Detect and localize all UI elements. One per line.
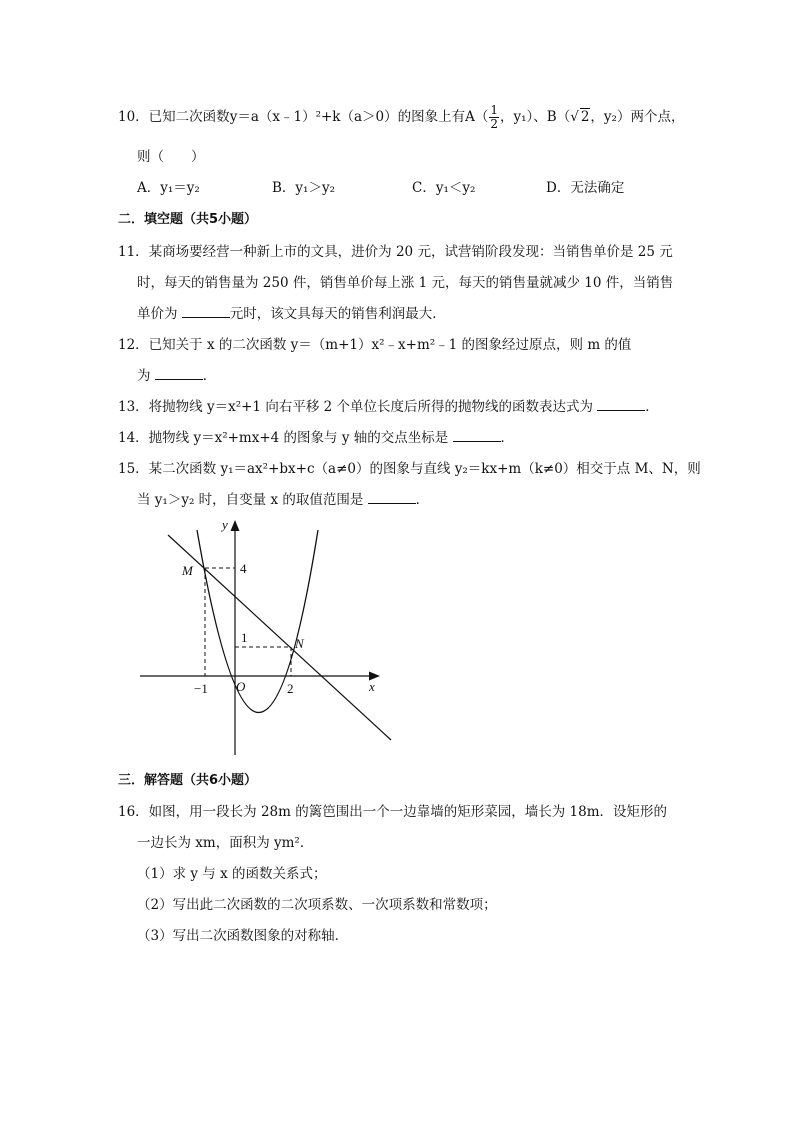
fraction-numerator: 1 — [490, 103, 498, 117]
tick-label-x-neg1: −1 — [194, 681, 208, 696]
q13-line — [118, 395, 659, 415]
q16-line1: 16．如图，用一段长为 28m 的篱笆围出一个一边靠墙的矩形菜园，墙长为 18m．设矩形的 — [118, 804, 668, 820]
q15-line2 — [137, 488, 429, 508]
answer-blank[interactable] — [155, 367, 203, 380]
q10-mid: 的图象上有 — [397, 109, 466, 125]
q15-line1: 15．某二次函数 y₁＝ax²+bx+c（a≠0）的图象与直线 y₂＝kx+m（k≠0）相交于点 M、N，则 — [118, 461, 701, 477]
q11-line3 — [137, 302, 446, 322]
label-point-n: N — [295, 636, 304, 651]
y-axis-arrow — [231, 520, 240, 531]
q10-point-a-post: ，y₁）、B（ — [500, 109, 571, 125]
q12-line2-pre: 为 — [137, 368, 155, 384]
q12-line2-post: ． — [202, 368, 217, 384]
q14-post: ． — [500, 430, 515, 446]
q11-line3-pre: 单价为 — [137, 306, 182, 322]
q12-line1: 12．已知关于 x 的二次函数 y＝（m+1）x²﹣x+m²﹣1 的图象经过原点，则 m 的值 — [118, 337, 632, 353]
tick-label-y-1: 1 — [241, 630, 248, 645]
line-y2 — [168, 535, 391, 740]
section-fill-blank-title: 二．填空题（共5小题） — [118, 212, 258, 227]
q10-line2: 则（ ） — [137, 149, 205, 165]
q10-line1 — [118, 104, 684, 131]
q16-line2: 一边长为 xm，面积为 ym²． — [137, 835, 314, 851]
tick-label-y-4: 4 — [240, 561, 247, 576]
label-axis-y: y — [222, 517, 228, 532]
q11-line3-post: 元时，该文具每天的销售利润最大． — [229, 306, 446, 322]
q15-line2-pre: 当 y₁＞y₂ 时，自变量 x 的取值范围是 — [137, 492, 368, 508]
q10-option-d: D．无法确定 — [546, 180, 625, 196]
q12-line2 — [137, 364, 216, 384]
q10-prefix: 10．已知二次函数 — [118, 109, 230, 125]
tick-label-x-2: 2 — [287, 681, 294, 696]
q16-sub3: （3）写出二次函数图象的对称轴． — [137, 928, 349, 944]
function-graph-figure — [140, 515, 396, 760]
answer-blank[interactable] — [453, 429, 501, 442]
q10-option-a: A．y₁＝y₂ — [137, 180, 200, 196]
q10-point-b-post: ，y₂）两个点， — [590, 109, 685, 125]
q14-line — [118, 426, 514, 446]
q15-line2-post: ． — [415, 492, 430, 508]
section-answer-title: 三．解答题（共6小题） — [118, 773, 258, 788]
q16-sub1: （1）求 y 与 x 的函数关系式； — [137, 866, 327, 882]
q11-line2: 时，每天的销售量为 250 件，销售单价每上涨 1 元，每天的销售量就减少 10 件，当销售 — [137, 275, 674, 291]
q10-formula: y＝a（x﹣1）²+k（a＞0） — [229, 109, 398, 125]
fraction — [489, 104, 499, 131]
q13-post: ． — [645, 399, 659, 415]
answer-blank[interactable] — [368, 491, 416, 504]
q10-point-a-pre: A（ — [465, 109, 489, 125]
q10-option-b: B．y₁＞y₂ — [272, 180, 335, 196]
sqrt-argument: 2 — [580, 109, 590, 125]
answer-blank[interactable] — [182, 305, 230, 318]
label-axis-x: x — [369, 679, 375, 694]
q11-line1: 11．某商场要经营一种新上市的文具，进价为 20 元，试营销阶段发现：当销售单价是 25 元 — [118, 244, 673, 260]
answer-blank[interactable] — [597, 398, 645, 411]
fraction-denominator: 2 — [490, 117, 498, 131]
q13-pre: 13．将抛物线 y＝x²+1 向右平移 2 个单位长度后所得的抛物线的函数表达式为 — [118, 399, 598, 415]
label-point-m: M — [182, 563, 193, 578]
label-origin: O — [236, 679, 246, 694]
sqrt-sign: √ — [570, 109, 579, 125]
q16-sub2: （2）写出此二次函数的二次项系数、一次项系数和常数项； — [137, 897, 497, 913]
q14-pre: 14．抛物线 y＝x²+mx+4 的图象与 y 轴的交点坐标是 — [118, 430, 453, 446]
parabola-y1 — [197, 530, 318, 713]
q10-option-c: C．y₁＜y₂ — [412, 180, 476, 196]
